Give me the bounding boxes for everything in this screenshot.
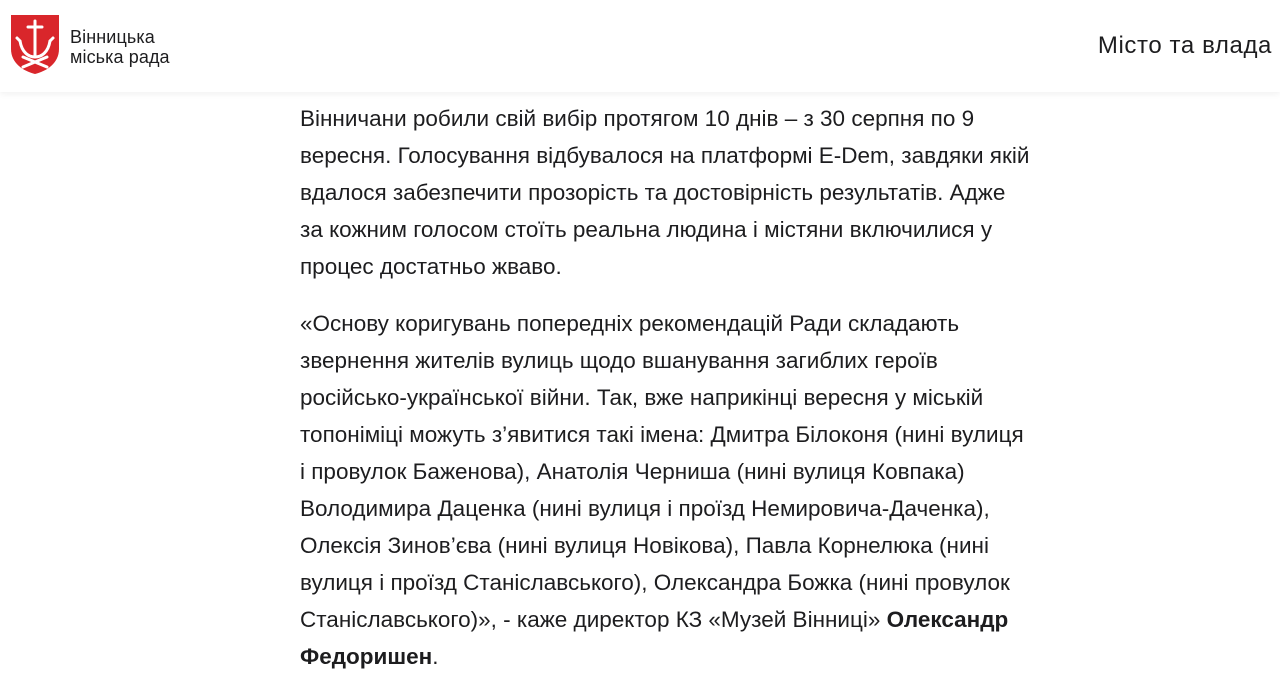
p2-line: Володимира Даценка (нині вулиця і проїзд Немировича-Даченка), <box>300 496 990 521</box>
article-body <box>300 100 1160 675</box>
speaker-name-last: Федоришен <box>300 644 433 669</box>
brand-line-1: Вінницька <box>70 27 155 47</box>
p2-line: і провулок Баженова), Анатолія Черниша (нині вулиця Ковпака) <box>300 459 965 484</box>
paragraph-quote <box>300 305 1160 675</box>
p1-line: Вінничани робили свій вибір протягом 10 днів – з 30 серпня по 9 <box>300 106 975 131</box>
p2-line: звернення жителів вулиць щодо вшанування загиблих героїв <box>300 348 938 373</box>
p2-line: «Основу коригувань попередніх рекомендацій Ради складають <box>300 311 960 336</box>
p2-line: топоніміці можуть з’явитися такі імена: Дмитра Білоконя (нині вулиця <box>300 422 1024 447</box>
p2-end: . <box>432 644 439 669</box>
p1-line: за кожним голосом стоїть реальна людина і містяни включилися у <box>300 217 993 242</box>
p1-line: вересня. Голосування відбувалося на платформі E-Dem, завдяки якій <box>300 143 1030 168</box>
paragraph-voting <box>300 100 1160 285</box>
p2-line: російсько-української війни. Так, вже наприкінці вересня у міській <box>300 385 984 410</box>
speaker-name-first: Олександр <box>886 607 1009 632</box>
nav-city-and-government[interactable]: Місто та влада <box>1097 32 1272 59</box>
p1-line: вдалося забезпечити прозорість та достовірність результатів. Адже <box>300 180 1006 205</box>
p1-line: процес достатньо жваво. <box>300 254 562 279</box>
site-header <box>0 0 1280 92</box>
city-coat-of-arms-icon[interactable] <box>9 13 61 75</box>
p2-line: Олексія Зинов’єва (нині вулиця Новікова), Павла Корнелюка (нині <box>300 533 989 558</box>
p2-line: вулиця і проїзд Станіславського), Олександра Божка (нині провулок <box>300 570 1010 595</box>
p2-line: Станіславського)», - каже директор КЗ «Музей Вінниці» <box>300 607 887 632</box>
site-brand-name[interactable] <box>70 27 170 67</box>
brand-line-2: міська рада <box>70 47 170 67</box>
